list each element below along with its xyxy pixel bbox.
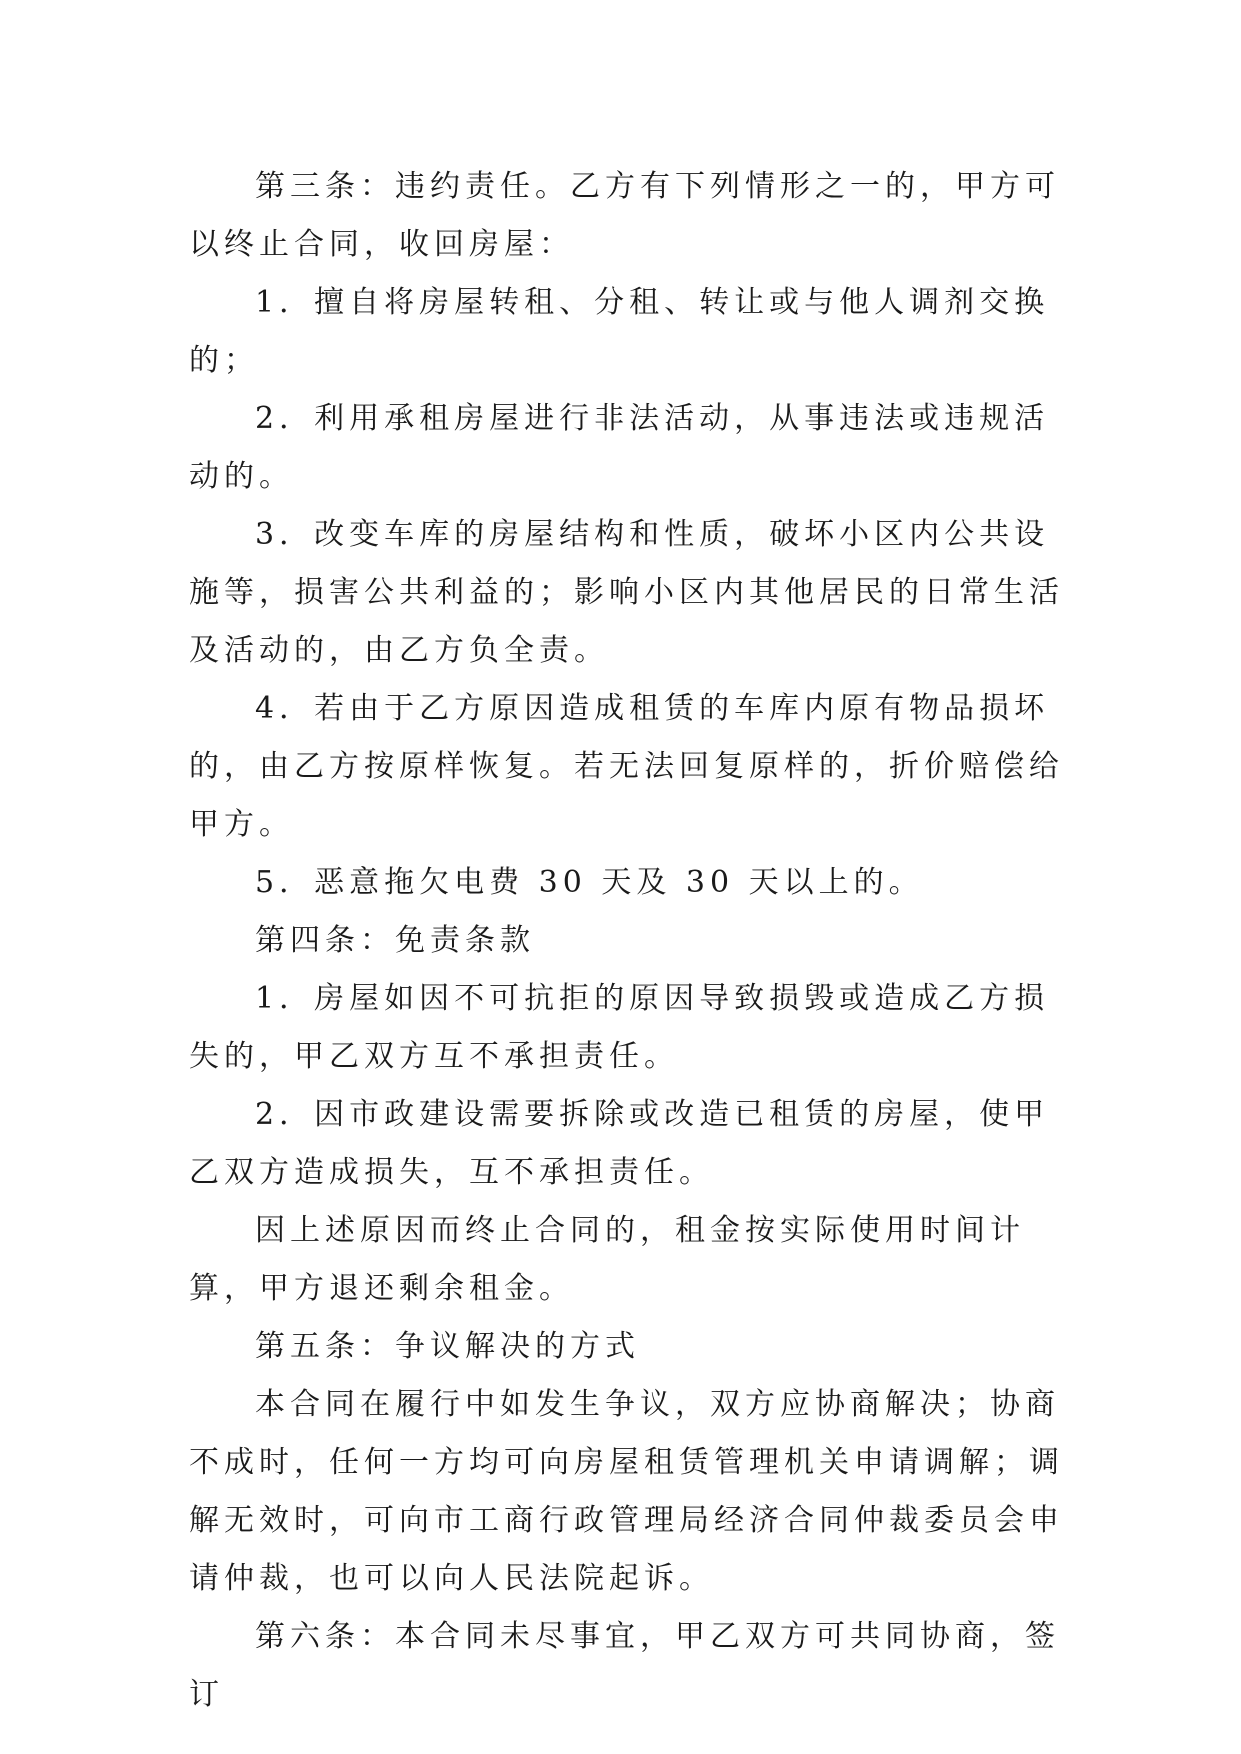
paragraph-rent-refund: 因上述原因而终止合同的，租金按实际使用时间计算，甲方退还剩余租金。 <box>189 1213 1025 1306</box>
paragraph-item-4: 4．若由于乙方原因造成租赁的车库内原有物品损坏的，由乙方按原样恢复。若无法回复原样的，折价赔偿给甲方。 <box>189 691 1064 842</box>
paragraph-item-1: 1．擅自将房屋转租、分租、转让或与他人调剂交换的； <box>189 285 1050 378</box>
paragraph-item-2: 2．利用承租房屋进行非法活动，从事违法或违规活动的。 <box>189 401 1050 494</box>
paragraph-article-4-heading: 第四条：免责条款 <box>255 923 535 958</box>
paragraph-exemption-1: 1．房屋如因不可抗拒的原因导致损毁或造成乙方损失的，甲乙双方互不承担责任。 <box>189 981 1050 1074</box>
paragraph-item-5: 5．恶意拖欠电费 30 天及 30 天以上的。 <box>255 865 924 900</box>
paragraph-article-6: 第六条：本合同未尽事宜，甲乙双方可共同协商，签订 <box>189 1619 1060 1712</box>
paragraph-dispute-resolution: 本合同在履行中如发生争议，双方应协商解决；协商不成时，任何一方均可向房屋租赁管理机关申请调解；调解无效时，可向市工商行政管理局经济合同仲裁委员会申请仲裁，也可以向人民法院起诉。 <box>189 1387 1064 1596</box>
paragraph-article-3: 第三条：违约责任。乙方有下列情形之一的，甲方可以终止合同，收回房屋： <box>189 169 1060 262</box>
paragraph-exemption-2: 2．因市政建设需要拆除或改造已租赁的房屋，使甲乙双方造成损失，互不承担责任。 <box>189 1097 1050 1190</box>
paragraph-article-5-heading: 第五条：争议解决的方式 <box>255 1329 640 1364</box>
document-body <box>189 158 1064 1724</box>
paragraph-item-3: 3．改变车库的房屋结构和性质，破坏小区内公共设施等，损害公共利益的；影响小区内其他居民的日常生活及活动的，由乙方负全责。 <box>189 517 1064 668</box>
